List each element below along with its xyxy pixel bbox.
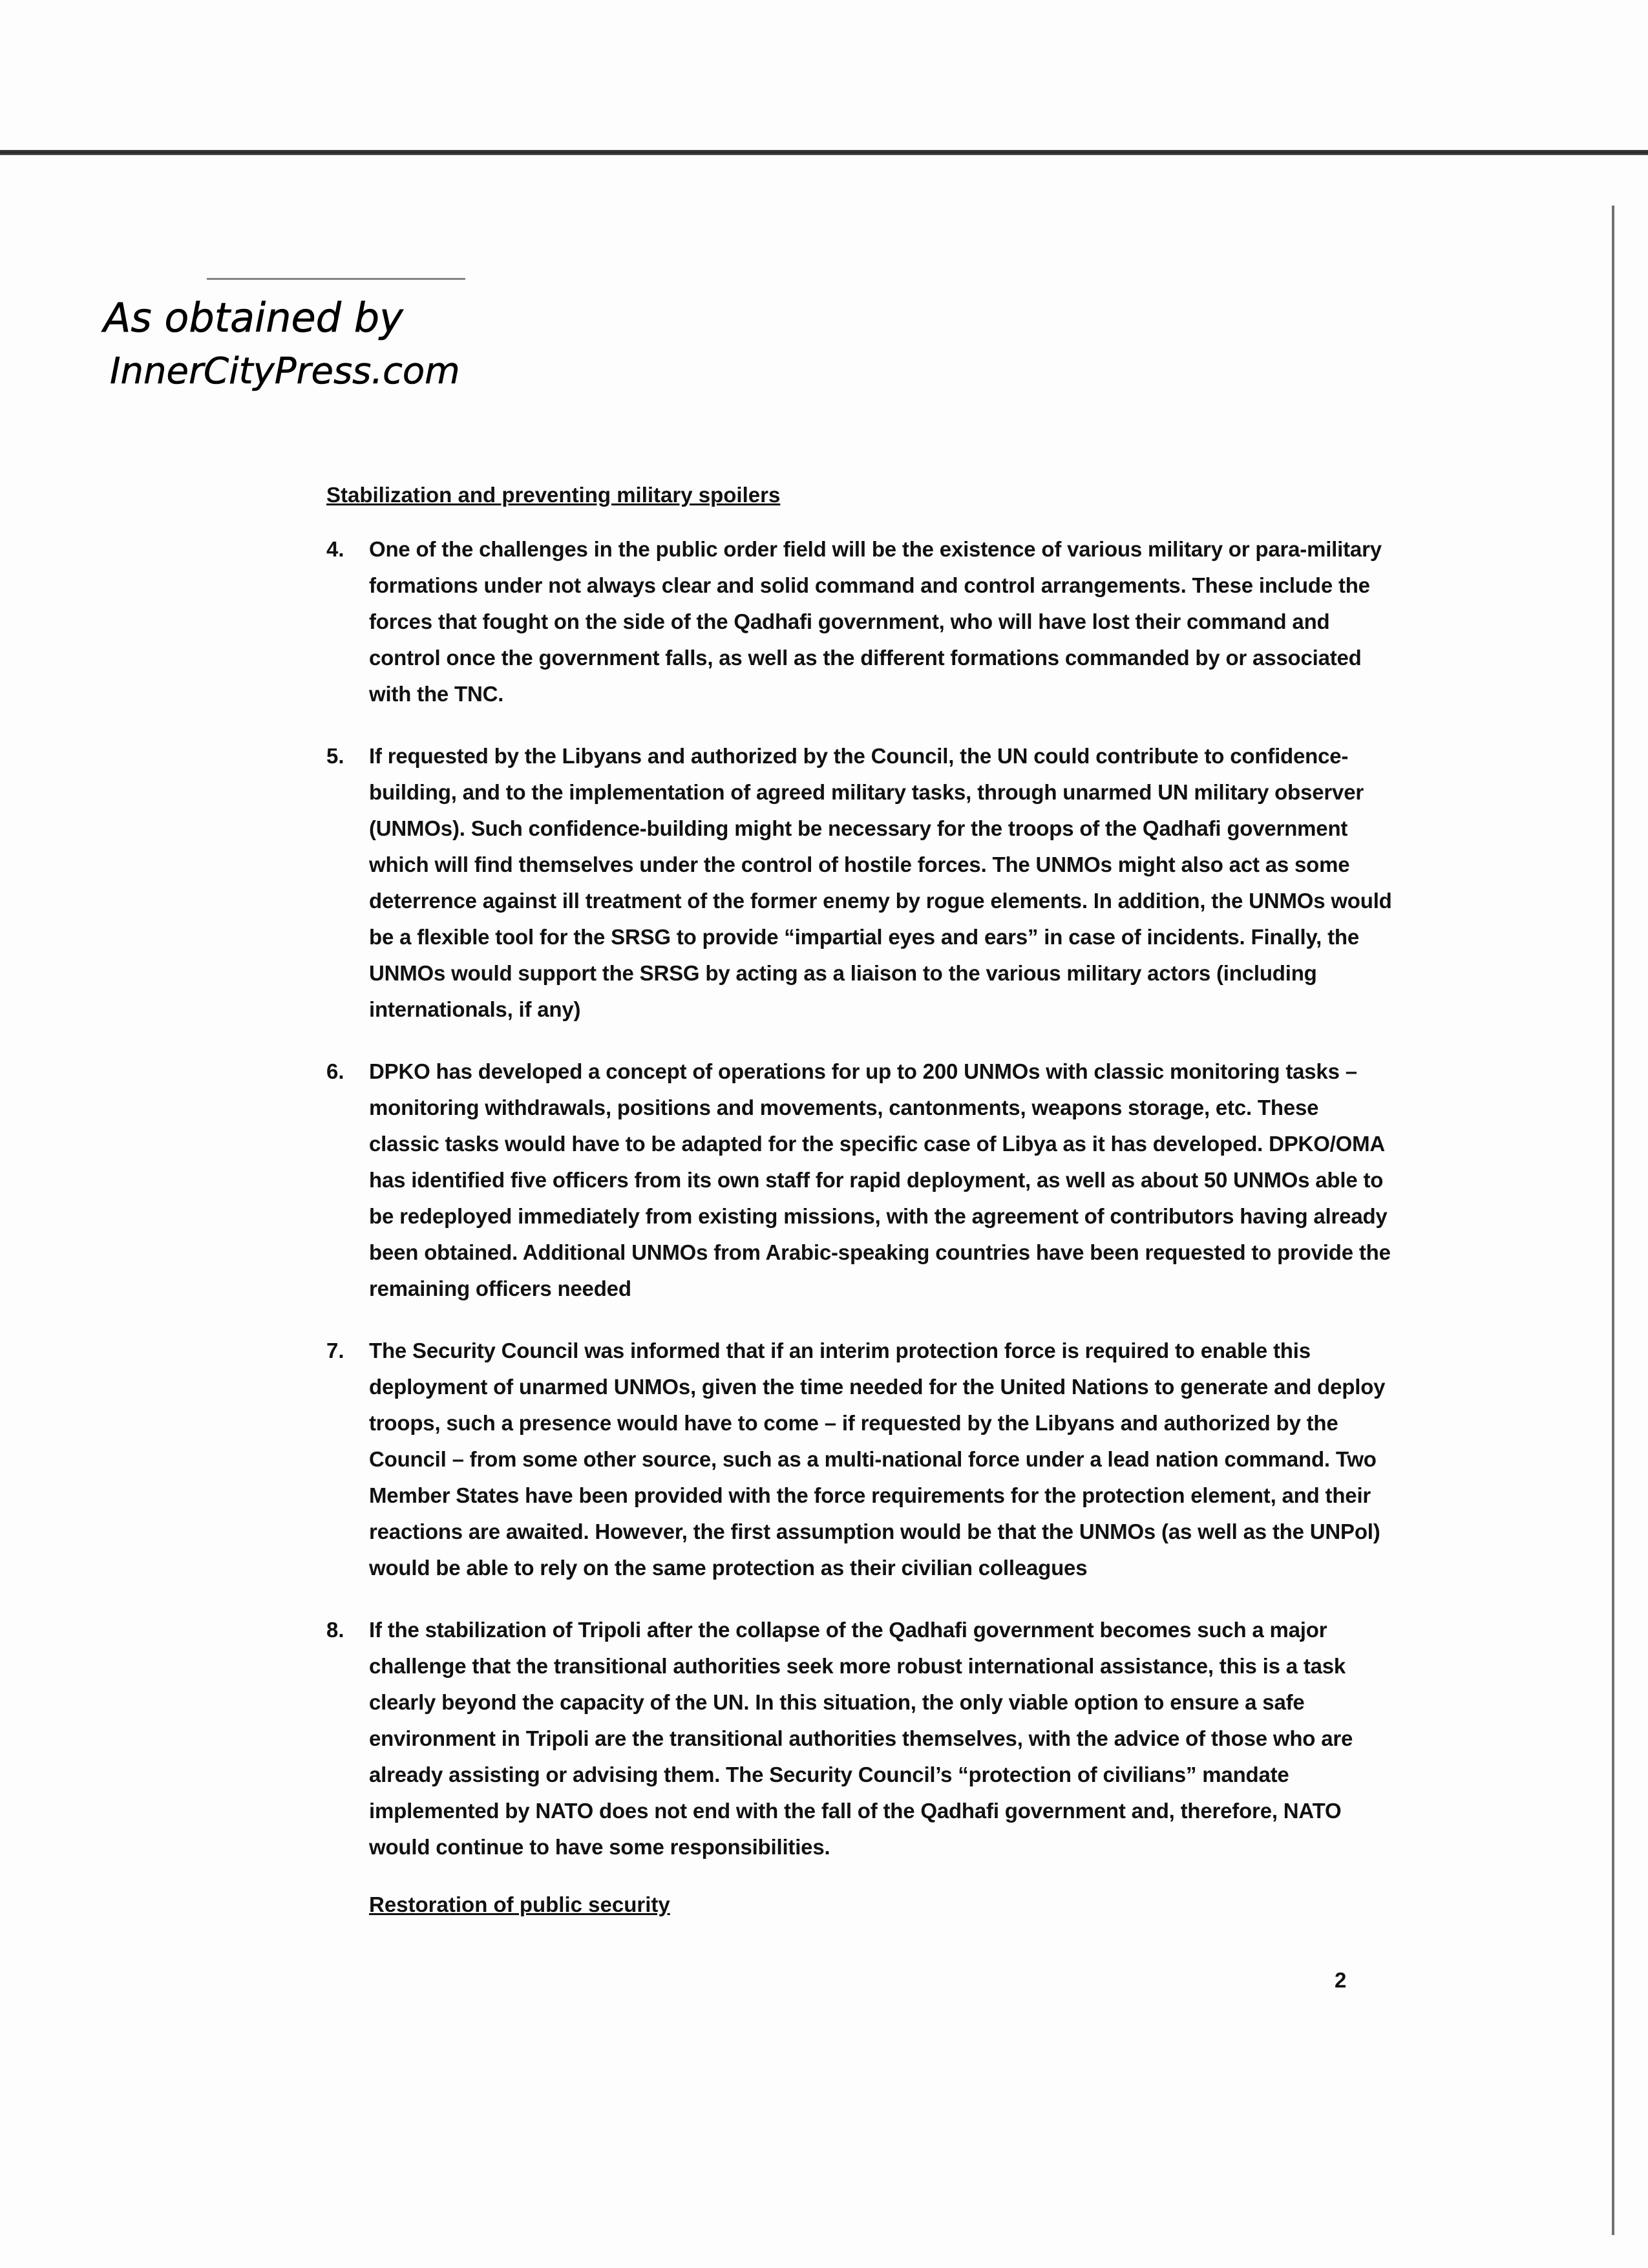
paragraph-text: The Security Council was informed that if an interim protection force is required to enable this deployment of unarmed UNMOs, given the time needed for the United Nations to generate and deploy troops, such a presence would have to come – if requested by the Libyans and authorized by the Council – from some other source, such as a multi-national force under a lead nation command. Two Member States have been provided with the force requirements for the protection element, and their reactions are awaited. However, the first assumption would be that the UNMOs (as well as the UNPol) would be able to rely on the same protection as their civilian colleagues (369, 1338, 1386, 1580)
paragraph-number: 4. (326, 536, 344, 561)
paragraph-4 (326, 531, 1393, 712)
paragraph-6 (326, 1054, 1393, 1307)
handwritten-watermark-image (97, 294, 549, 397)
paragraph-8 (326, 1612, 1393, 1865)
scan-short-rule (207, 278, 465, 280)
page-number: 2 (1335, 1968, 1347, 1992)
paragraph-7 (326, 1333, 1393, 1586)
paragraph-number: 7. (326, 1338, 344, 1362)
paragraph-5 (326, 738, 1393, 1028)
document-body (326, 482, 1393, 1941)
paragraph-number: 8. (326, 1617, 344, 1642)
handwritten-watermark (97, 294, 549, 397)
scan-right-edge (1612, 206, 1614, 2235)
scan-top-rule (0, 150, 1648, 155)
watermark-line1: As obtained by (103, 294, 403, 341)
paragraph-text: One of the challenges in the public order field will be the existence of various military or para-military formations under not always clear and solid command and control arrangements. These include the forces that fought on the side of the Qadhafi government, who will have lost their command and control once the government falls, as well as the different formations commanded by or associated with the TNC. (369, 536, 1382, 706)
section-heading-stabilization: Stabilization and preventing military spoilers (326, 483, 781, 507)
paragraph-text: If requested by the Libyans and authorized by the Council, the UN could contribute to confidence-building, and to the implementation of agreed military tasks, through unarmed UN military observer (UNMOs). Such confidence-building might be necessary for the troops of the Qadhafi government which will find themselves under the control of hostile forces. The UNMOs might also act as some deterrence against ill treatment of the former enemy by rogue elements. In addition, the UNMOs would be a flexible tool for the SRSG to provide “impartial eyes and ears” in case of incidents. Finally, the UNMOs would support the SRSG by acting as a liaison to the various military actors (including internationals, if any) (369, 743, 1392, 1021)
paragraph-text: If the stabilization of Tripoli after the collapse of the Qadhafi government becomes such a major challenge that the transitional authorities seek more robust international assistance, this is a task clearly beyond the capacity of the UN. In this situation, the only viable option to ensure a safe environment in Tripoli are the transitional authorities themselves, with the advice of those who are already assisting or advising them. The Security Council’s “protection of civilians” mandate implemented by NATO does not end with the fall of the Qadhafi government and, therefore, NATO would continue to have some responsibilities. (369, 1617, 1353, 1859)
paragraph-number: 6. (326, 1059, 344, 1083)
paragraph-number: 5. (326, 743, 344, 768)
section-heading-restoration: Restoration of public security (369, 1892, 670, 1916)
watermark-line2: InnerCityPress.com (110, 350, 460, 392)
paragraph-text: DPKO has developed a concept of operations for up to 200 UNMOs with classic monitoring tasks – monitoring withdrawals, positions and movements, cantonments, weapons storage, etc. These classic tasks would have to be adapted for the specific case of Libya as it has developed. DPKO/OMA has identified five officers from its own staff for rapid deployment, as well as about 50 UNMOs able to be redeployed immediately from existing missions, with the agreement of contributors having already been obtained. Additional UNMOs from Arabic-speaking countries have been requested to provide the remaining officers needed (369, 1059, 1391, 1300)
